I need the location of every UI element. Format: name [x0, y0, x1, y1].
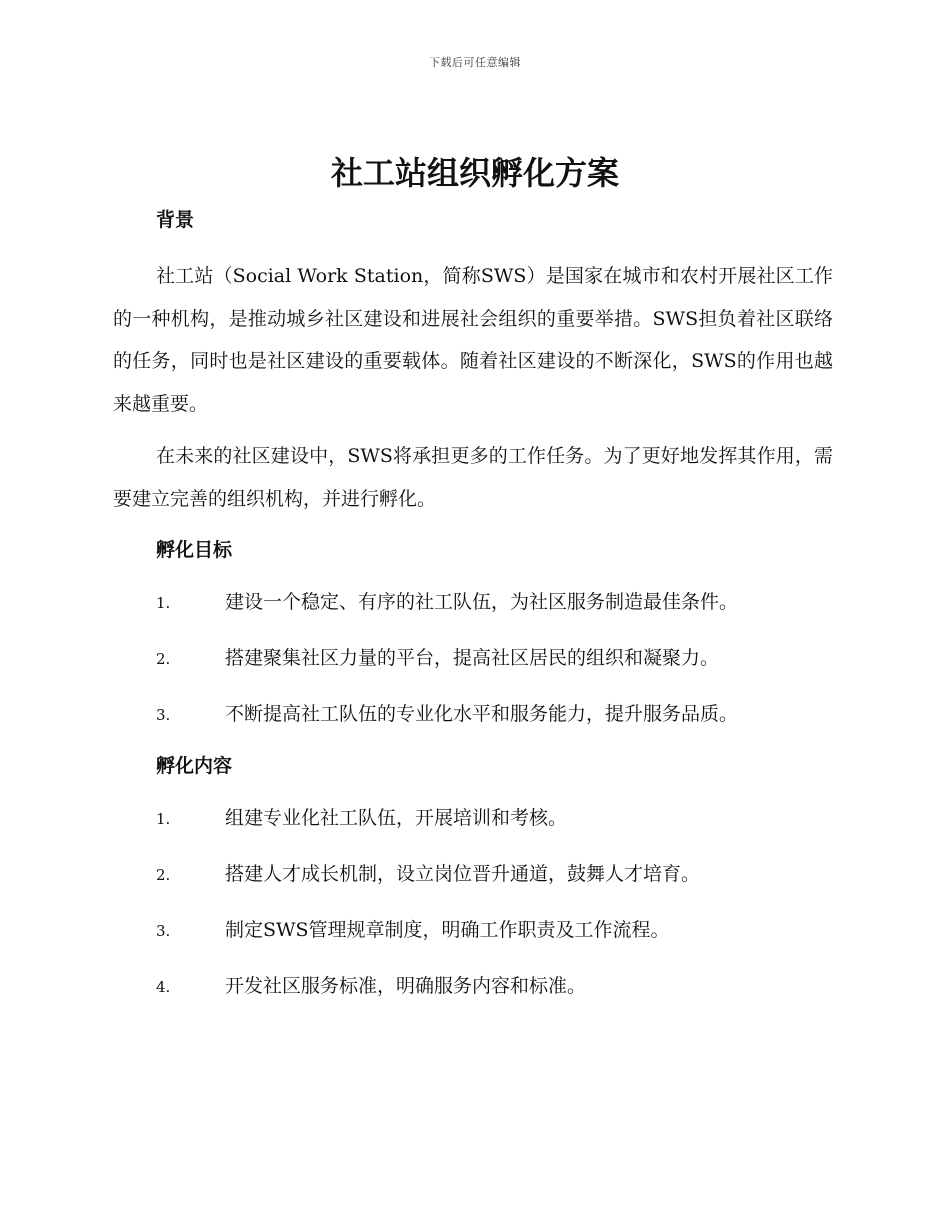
document-title: 社工站组织孵化方案	[330, 154, 619, 192]
background-heading: 背景	[156, 209, 195, 231]
list-item-text: 搭建聚集社区力量的平台，提高社区居民的组织和凝聚力。	[225, 646, 720, 669]
contents-heading: 孵化内容	[156, 755, 233, 777]
list-item-number: 2.	[156, 865, 171, 884]
contents-section	[113, 748, 833, 1014]
list-item-number: 3.	[156, 705, 171, 724]
list-item-text: 制定SWS管理规章制度，明确工作职责及工作流程。	[225, 918, 670, 941]
list-item	[113, 574, 833, 630]
list-item	[113, 790, 833, 846]
background-paragraph-1: 社工站（Social Work Station，简称SWS）是国家在城市和农村开展社区工作的一种机构，是推动城乡社区建设和进展社会组织的重要举措。SWS担负着社区联络的任务，同时也是社区建设的重要载体。随着社区建设的不断深化，SWS的作用也越来越重要。	[113, 265, 833, 415]
contents-list	[113, 790, 833, 1014]
list-item	[113, 686, 833, 742]
goals-heading: 孵化目标	[156, 539, 233, 561]
background-paragraph-2: 在未来的社区建设中，SWS将承担更多的工作任务。为了更好地发挥其作用，需要建立完善的组织机构，并进行孵化。	[113, 445, 833, 510]
list-item-text: 组建专业化社工队伍，开展培训和考核。	[225, 806, 568, 829]
document-body	[113, 202, 833, 1014]
list-item-number: 1.	[156, 809, 171, 828]
goals-section	[113, 532, 833, 742]
background-section	[113, 202, 833, 520]
list-item-number: 3.	[156, 921, 171, 940]
list-item	[113, 630, 833, 686]
list-item-number: 1.	[156, 593, 171, 612]
list-item	[113, 846, 833, 902]
list-item	[113, 958, 833, 1014]
list-item-text: 开发社区服务标准，明确服务内容和标准。	[225, 974, 587, 997]
list-item-text: 不断提高社工队伍的专业化水平和服务能力，提升服务品质。	[225, 702, 739, 725]
list-item-number: 2.	[156, 649, 171, 668]
goals-list	[113, 574, 833, 742]
list-item-number: 4.	[156, 977, 171, 996]
page-header-note: 下载后可任意编辑	[429, 56, 521, 69]
list-item	[113, 902, 833, 958]
list-item-text: 建设一个稳定、有序的社工队伍，为社区服务制造最佳条件。	[225, 590, 739, 613]
list-item-text: 搭建人才成长机制，设立岗位晋升通道，鼓舞人才培育。	[225, 862, 701, 885]
